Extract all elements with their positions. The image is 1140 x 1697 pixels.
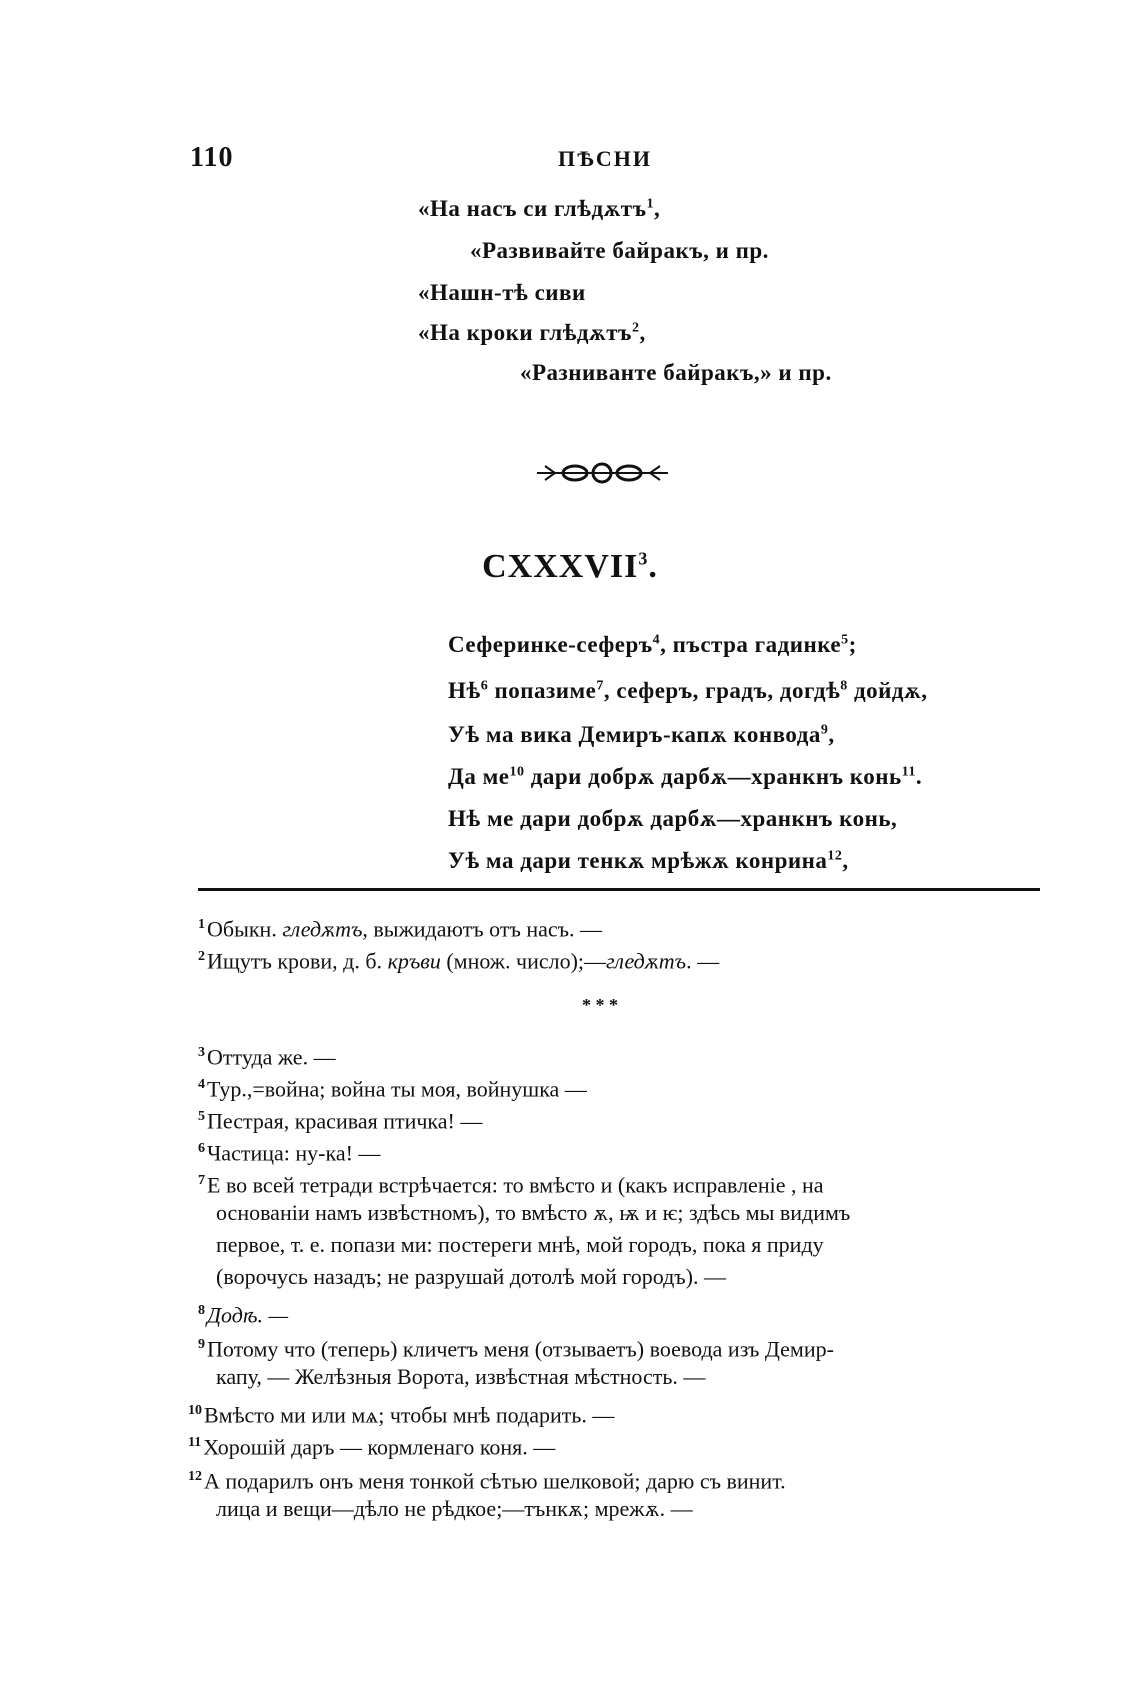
verse-line: «Нашн-тѣ сиви <box>418 280 586 305</box>
stars-separator: * * * <box>582 995 618 1015</box>
verse-line: Да $ме^{10}$ дари добрѫ дарбѫ—хранкнъ конь$^{11}$. <box>448 764 923 789</box>
footnote: $^3$Оттуда же. — <box>198 1044 336 1070</box>
verse-line: $Нѣ^6$ попазиме$^7$, сеферъ, градъ, догдѣ$^8$ дойдѫ, <box>448 678 928 703</box>
footnote: $^2$Ищутъ крови, д. б. кръви (множ. число);—гледѫтъ. — <box>198 948 720 974</box>
footnote: $^9$Потому что (теперь) кличетъ меня (отзываетъ) воевода изъ Демир- <box>198 1336 834 1362</box>
footnote-continuation: первое, т. е. попази ми: постереги мнѣ, мой городъ, пока я приду <box>216 1232 824 1257</box>
footnote-continuation: основаніи намъ извѣстномъ), то вмѣсто ѫ, ѭ и ѥ; здѣсь мы видимъ <box>216 1200 851 1225</box>
footnote-continuation: капу, — Желѣзныя Ворота, извѣстная мѣстность. — <box>216 1364 706 1389</box>
footnote: $^8$Додѣ. — <box>198 1302 289 1328</box>
footnote: $^4$Тур.,=война; война ты моя, войнушка — <box>198 1076 587 1102</box>
footnote: $^5$Пестрая, красивая птичка! — <box>198 1108 483 1134</box>
footnote-continuation: лица и вещи—дѣло не рѣдкое;—тънкѫ; мрежѫ. — <box>216 1496 693 1521</box>
verse-line: «На кроки глѣдѫтъ$^2$, <box>418 320 646 345</box>
verse-line: «Разниванте байракъ,» и пр. <box>520 360 832 385</box>
footnote-continuation: (ворочусь назадъ; не разрушай дотолѣ мой городъ). — <box>216 1264 727 1289</box>
page-number: 110 <box>190 142 234 173</box>
footnote: $^1$Обыкн. гледѫтъ, выжидаютъ отъ насъ. — <box>198 916 603 942</box>
footnote-rule <box>198 888 1040 891</box>
section-title: CXXXVII$^3$. <box>482 548 658 585</box>
ornament-divider <box>535 460 670 486</box>
page-header <box>190 142 1020 182</box>
footnote: $^{11}$Хорошій даръ — кормленаго коня. — <box>188 1434 556 1460</box>
running-title: ПѢСНИ <box>557 146 653 171</box>
footnote: $^7$Е во всей тетради встрѣчается: то вмѣсто и (какъ исправленіе , на <box>198 1172 824 1198</box>
verse-line: «Развивайте байракъ, и пр. <box>470 238 769 263</box>
verse-line: Сеферинке-сеферъ$^4$, пъстра гадинке$^5$; <box>448 632 857 657</box>
footnote: $^6$Частица: ну-ка! — <box>198 1140 381 1166</box>
footnote: $^{10}$Вмѣсто ми или мѧ; чтобы мнѣ подарить. — <box>188 1402 615 1428</box>
verse-line: Нѣ ме дари добрѫ дарбѫ—хранкнъ конь, <box>448 806 898 831</box>
footnote: $^{12}$А подарилъ онъ меня тонкой сѣтью шелковой; дарю съ винит. <box>188 1468 786 1494</box>
verse-line: Уѣ ма вика Демиръ-капѫ конвода$^9$, <box>448 722 835 747</box>
verse-line: Уѣ ма дари тенкѫ мрѣжѫ конрина$^{12}$, <box>448 848 849 873</box>
verse-line: «На насъ си глѣдѫтъ$^1$, <box>418 196 661 221</box>
